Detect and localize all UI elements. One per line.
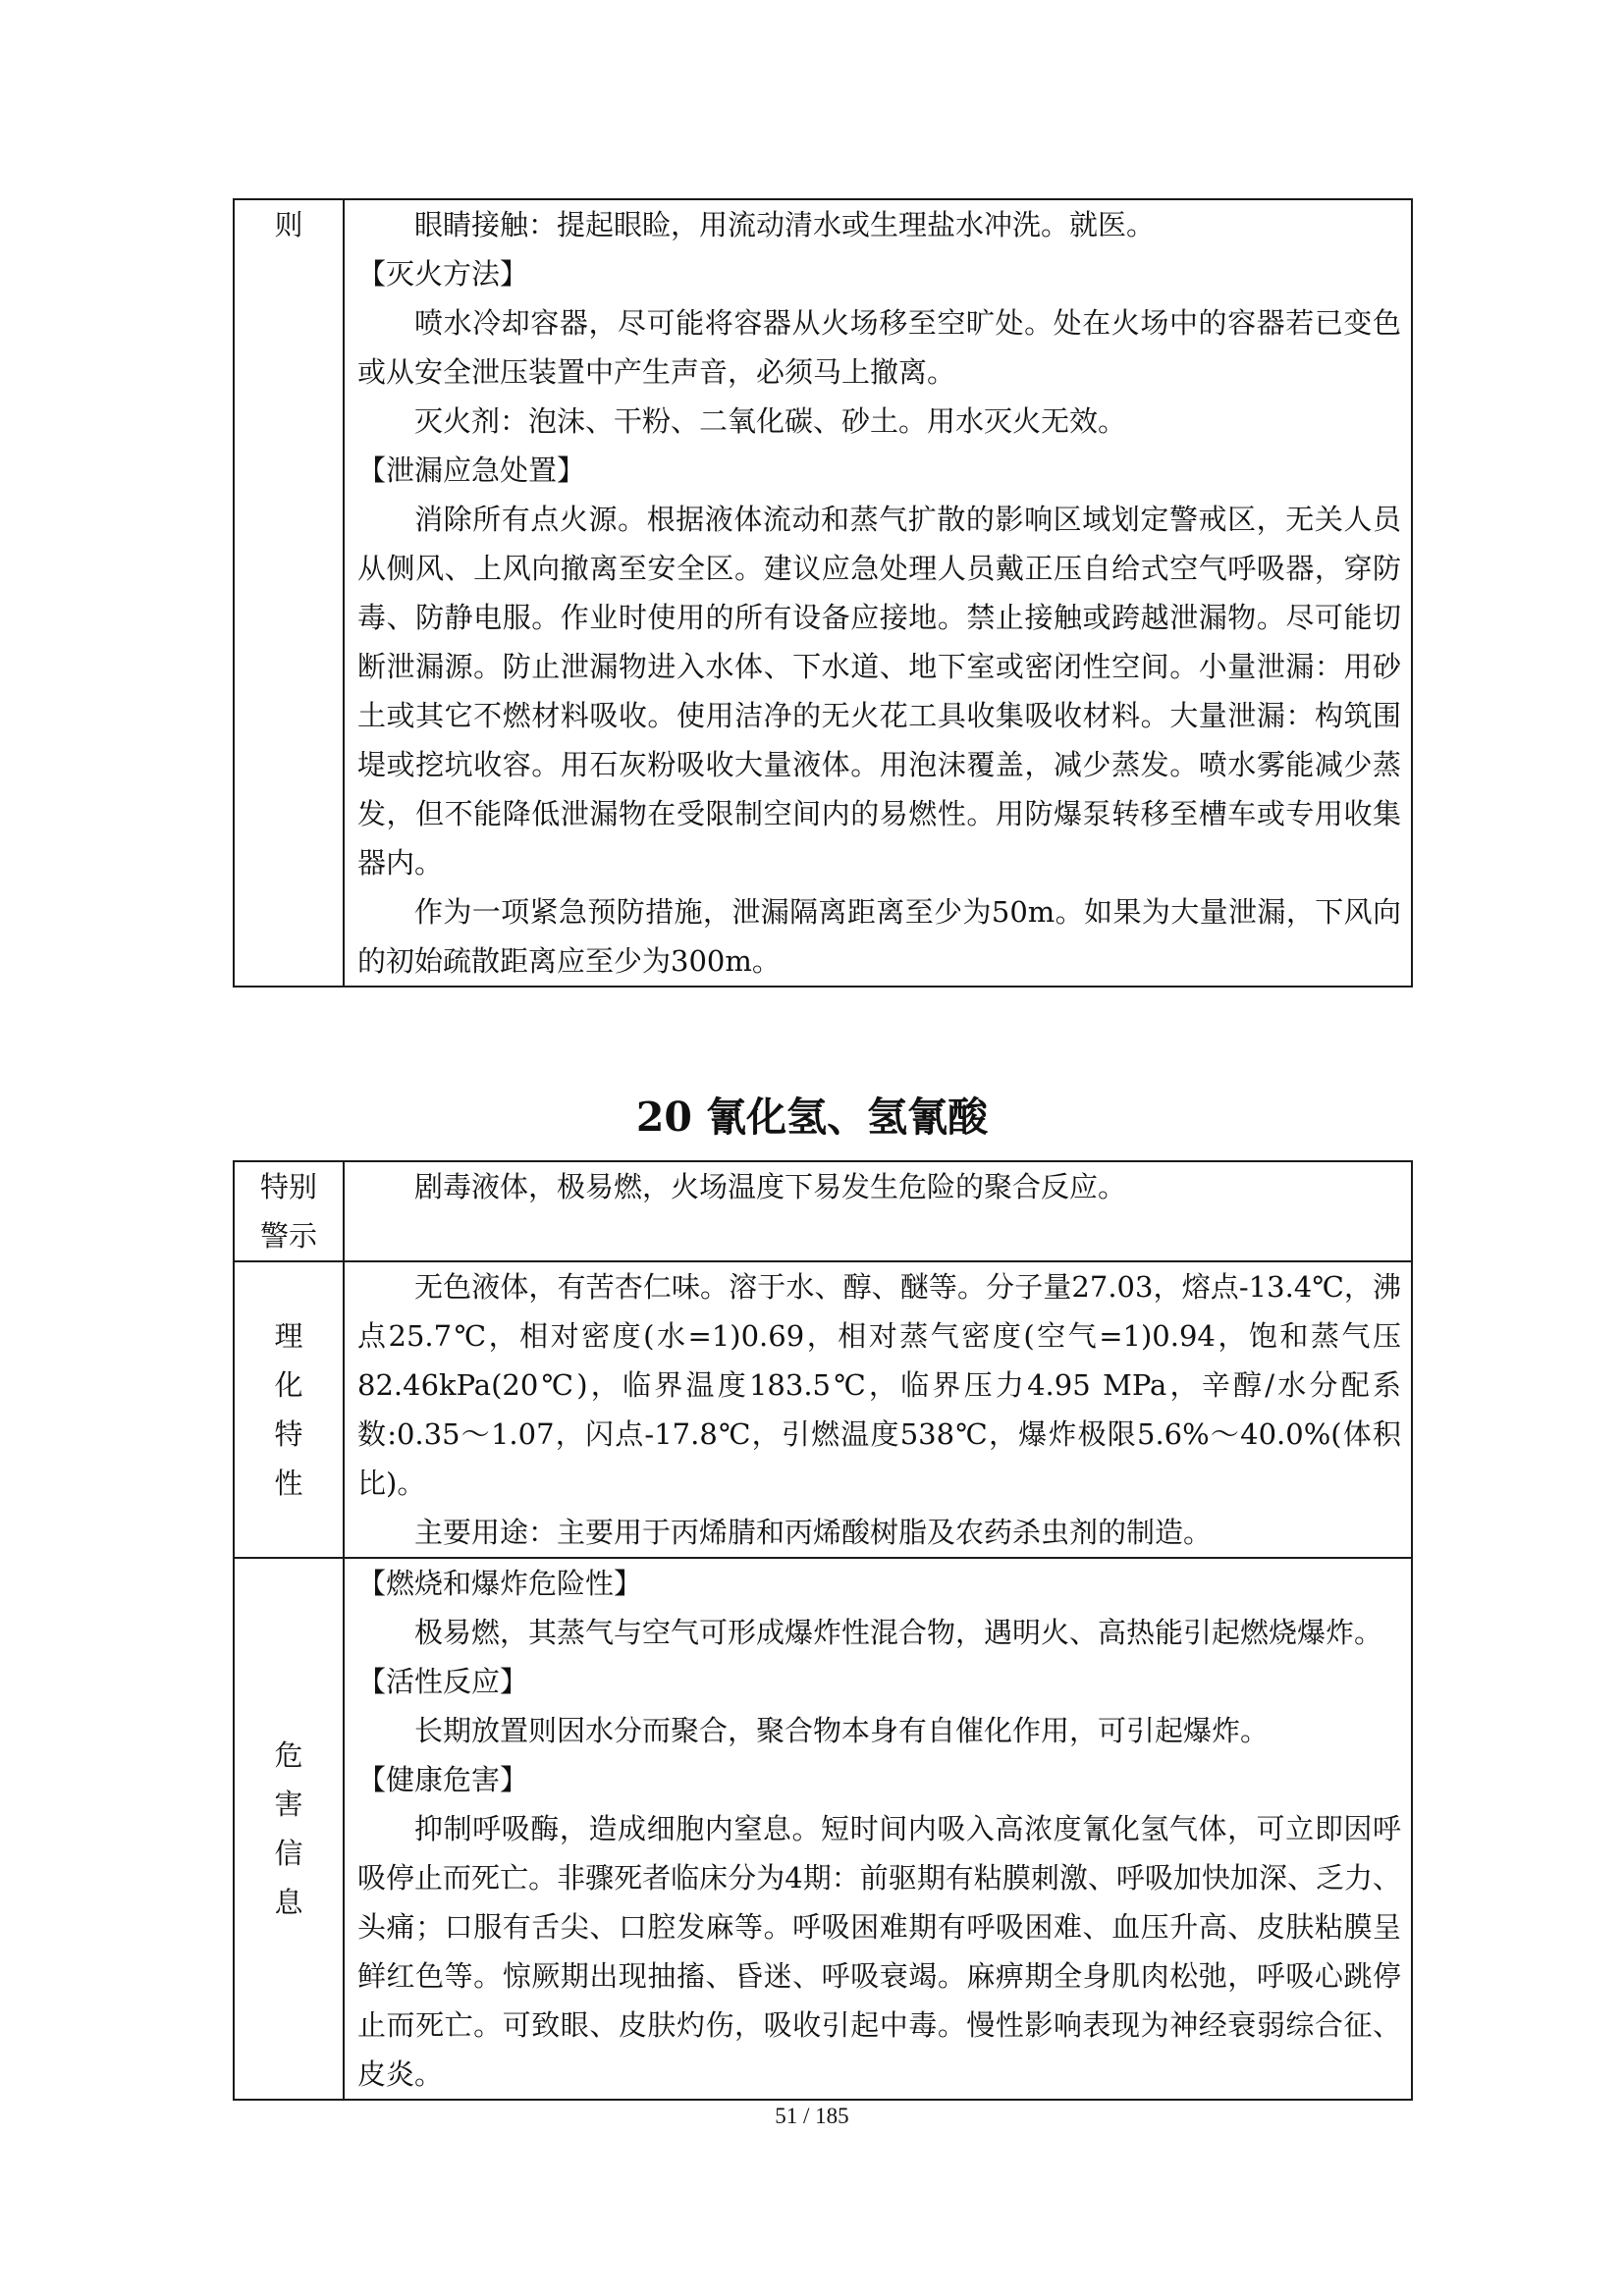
row-label-char: 理 <box>274 1319 303 1353</box>
row-content <box>344 1261 1412 1558</box>
paragraph: 灭火剂：泡沫、干粉、二氧化碳、砂土。用水灭火无效。 <box>414 404 1127 438</box>
section-heading: 【健康危害】 <box>357 1763 529 1796</box>
chemical-info-table <box>233 1160 1413 2101</box>
table-row <box>234 199 1412 987</box>
paragraph: 作为一项紧急预防措施，泄漏隔离距离至少为50m。如果为大量泄漏，下风向的初始疏散距离应至少为300m。 <box>357 895 1401 978</box>
row-label-char: 危 <box>274 1738 303 1772</box>
section-heading: 【活性反应】 <box>357 1665 529 1698</box>
row-label-char: 息 <box>274 1886 303 1919</box>
table-row <box>234 1558 1412 2100</box>
row-label-char: 性 <box>274 1467 303 1500</box>
paragraph: 喷水冷却容器，尽可能将容器从火场移至空旷处。处在火场中的容器若已变色或从安全泄压装置中产生声音，必须马上撤离。 <box>357 306 1401 389</box>
row-label-char: 信 <box>274 1837 303 1870</box>
row-label <box>234 199 344 987</box>
paragraph: 长期放置则因水分而聚合，聚合物本身有自催化作用，可引起爆炸。 <box>414 1714 1270 1747</box>
paragraph: 主要用途：主要用于丙烯腈和丙烯酸树脂及农药杀虫剂的制造。 <box>414 1516 1213 1549</box>
table-row <box>234 1161 1412 1261</box>
row-label-char: 则 <box>274 208 303 241</box>
row-label <box>234 1558 344 2100</box>
table-row <box>234 1261 1412 1558</box>
page-number: 51 / 185 <box>775 2104 849 2128</box>
paragraph: 剧毒液体，极易燃，火场温度下易发生危险的聚合反应。 <box>414 1170 1127 1203</box>
row-label-line: 特别 <box>259 1170 317 1203</box>
row-label-char: 害 <box>274 1788 303 1821</box>
paragraph: 无色液体，有苦杏仁味。溶于水、醇、醚等。分子量27.03，熔点-13.4℃，沸点25.7℃，相对密度(水=1)0.69，相对蒸气密度(空气=1)0.94，饱和蒸气压82.46kPa(20℃)，临界温度183.5℃，临界压力4.95 MPa，辛醇/水分配系数:0.35～1.07，闪点-17.8℃，引燃温度538℃，爆炸极限5.6%～40.0%(体积比)。 <box>357 1270 1401 1500</box>
paragraph: 消除所有点火源。根据液体流动和蒸气扩散的影响区域划定警戒区，无关人员从侧风、上风向撤离至安全区。建议应急处理人员戴正压自给式空气呼吸器，穿防毒、防静电服。作业时使用的所有设备应接地。禁止接触或跨越泄漏物。尽可能切断泄漏源。防止泄漏物进入水体、下水道、地下室或密闭性空间。小量泄漏：用砂土或其它不燃材料吸收。使用洁净的无火花工具收集吸收材料。大量泄漏：构筑围堤或挖坑收容。用石灰粉吸收大量液体。用泡沫覆盖，减少蒸发。喷水雾能减少蒸发，但不能降低泄漏物在受限制空间内的易燃性。用防爆泵转移至槽车或专用收集器内。 <box>357 503 1401 880</box>
section-heading: 【燃烧和爆炸危险性】 <box>357 1567 643 1600</box>
section-title: 20 氰化氢、氢氰酸 <box>635 1094 989 1141</box>
row-content <box>344 1161 1412 1261</box>
section-heading: 【灭火方法】 <box>357 257 529 291</box>
row-label-char: 特 <box>274 1417 303 1451</box>
paragraph: 抑制呼吸酶，造成细胞内窒息。短时间内吸入高浓度氰化氢气体，可立即因呼吸停止而死亡。非骤死者临床分为4期：前驱期有粘膜刺激、呼吸加快加深、乏力、头痛；口服有舌尖、口腔发麻等。呼吸困难期有呼吸困难、血压升高、皮肤粘膜呈鲜红色等。惊厥期出现抽搐、昏迷、呼吸衰竭。麻痹期全身肌肉松弛，呼吸心跳停止而死亡。可致眼、皮肤灼伤，吸收引起中毒。慢性影响表现为神经衰弱综合征、皮炎。 <box>357 1812 1401 2091</box>
section-heading: 【泄漏应急处置】 <box>357 454 586 487</box>
continuation-table <box>233 198 1413 988</box>
paragraph: 眼睛接触：提起眼睑，用流动清水或生理盐水冲洗。就医。 <box>414 208 1156 241</box>
row-content <box>344 1558 1412 2100</box>
row-label <box>234 1261 344 1558</box>
row-label <box>234 1161 344 1261</box>
row-content <box>344 199 1412 987</box>
paragraph: 极易燃，其蒸气与空气可形成爆炸性混合物，遇明火、高热能引起燃烧爆炸。 <box>414 1616 1383 1649</box>
row-label-char: 化 <box>274 1368 303 1402</box>
row-label-line: 警示 <box>259 1219 317 1253</box>
